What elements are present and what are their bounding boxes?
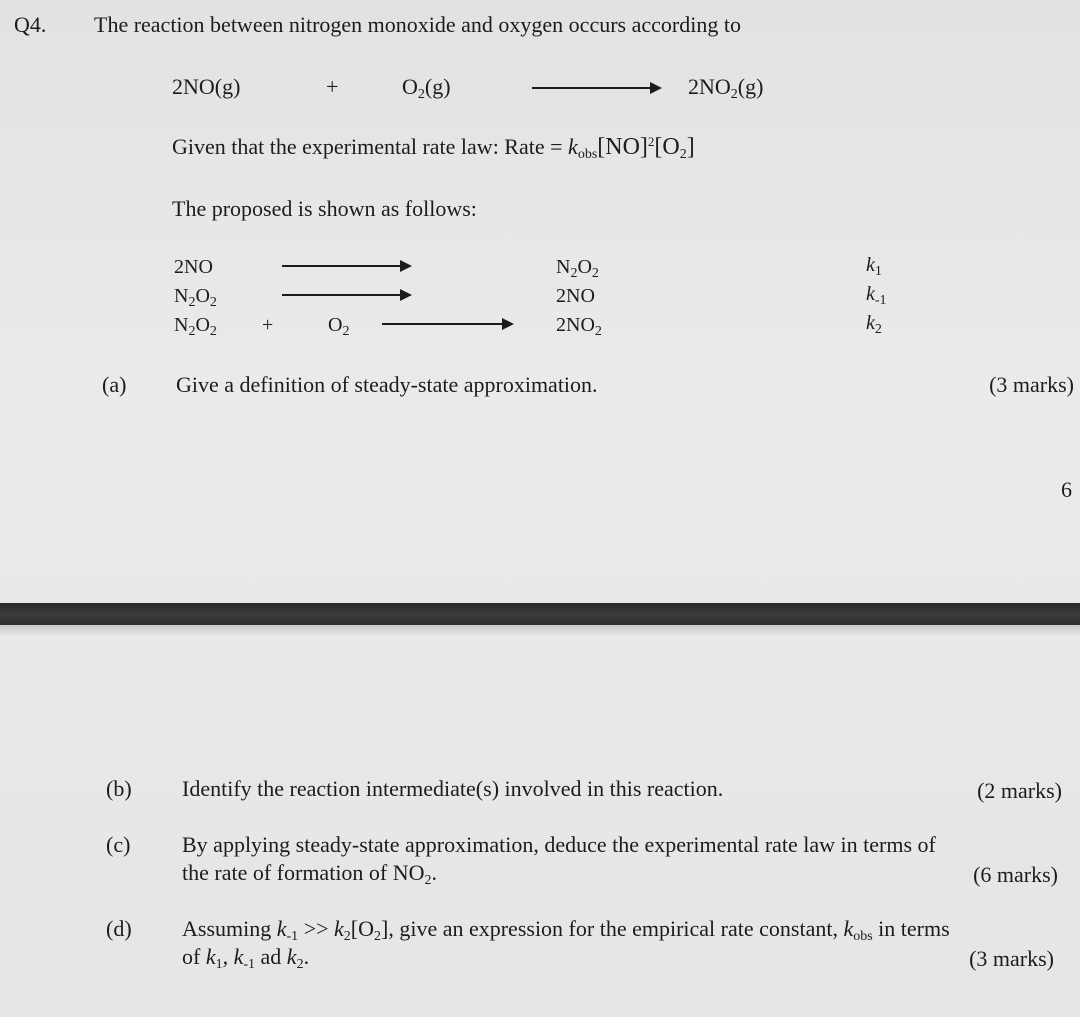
- step2-reactant: $N_2O_2$: [174, 285, 217, 310]
- part-c-label: (c): [106, 832, 131, 857]
- step1-rate-constant: $k_1$: [866, 254, 882, 279]
- part-d-marks: (3 marks): [969, 946, 1054, 971]
- part-d-line-1: Assuming $k_{-1} >> k_2[O_2]$, give an expression for the empirical rate constant, $k_{obs}$ in terms: [182, 916, 950, 944]
- step1-product: $N_2O_2$: [556, 256, 599, 281]
- step1-arrow: [282, 265, 410, 267]
- part-b-text: Identify the reaction intermediate(s) involved in this reaction.: [182, 776, 724, 801]
- part-a-label: (a): [102, 372, 127, 397]
- step3-reactant-2: $O_2$: [328, 314, 350, 339]
- overall-plus: +: [326, 74, 339, 99]
- part-c-line-1: By applying steady-state approximation, deduce the experimental rate law in terms of: [182, 832, 936, 857]
- question-intro: The reaction between nitrogen monoxide and oxygen occurs according to: [94, 12, 741, 37]
- step3-reactant-1: $N_2O_2$: [174, 314, 217, 339]
- page-divider: [0, 603, 1080, 625]
- overall-reaction-arrow: [532, 87, 660, 89]
- overall-reactant-1: 2NO(g): [172, 74, 241, 99]
- overall-product: $2NO_2(g)$: [688, 74, 764, 102]
- step3-plus: +: [262, 314, 274, 336]
- rate-law: Given that the experimental rate law: Rate = $k_{obs}[NO]^2[O_2]$: [172, 134, 695, 162]
- question-number: Q4.: [14, 12, 47, 37]
- page-number: 6: [1061, 477, 1072, 502]
- page-divider-shadow: [0, 625, 1080, 635]
- part-c-line-2: the rate of formation of $NO_2$.: [182, 860, 438, 888]
- step2-arrow: [282, 294, 410, 296]
- step2-product: 2NO: [556, 285, 595, 307]
- step2-rate-constant: $k_{-1}$: [866, 283, 887, 308]
- step3-arrow: [382, 323, 512, 325]
- part-d-label: (d): [106, 916, 132, 941]
- step1-reactant: 2NO: [174, 256, 213, 278]
- step3-product: $2NO_2$: [556, 314, 602, 339]
- part-d-line-2: of $k_1$, $k_{-1}$ ad $k_2$.: [182, 944, 310, 972]
- overall-reactant-2: $O_2(g)$: [402, 74, 451, 102]
- proposed-mechanism-heading: The proposed is shown as follows:: [172, 196, 477, 221]
- step3-rate-constant: $k_2$: [866, 312, 882, 337]
- part-c-marks: (6 marks): [973, 862, 1058, 887]
- part-b-marks: (2 marks): [977, 778, 1062, 803]
- part-a-marks: (3 marks): [989, 372, 1074, 397]
- part-b-label: (b): [106, 776, 132, 801]
- part-a-text: Give a definition of steady-state approximation.: [176, 372, 598, 397]
